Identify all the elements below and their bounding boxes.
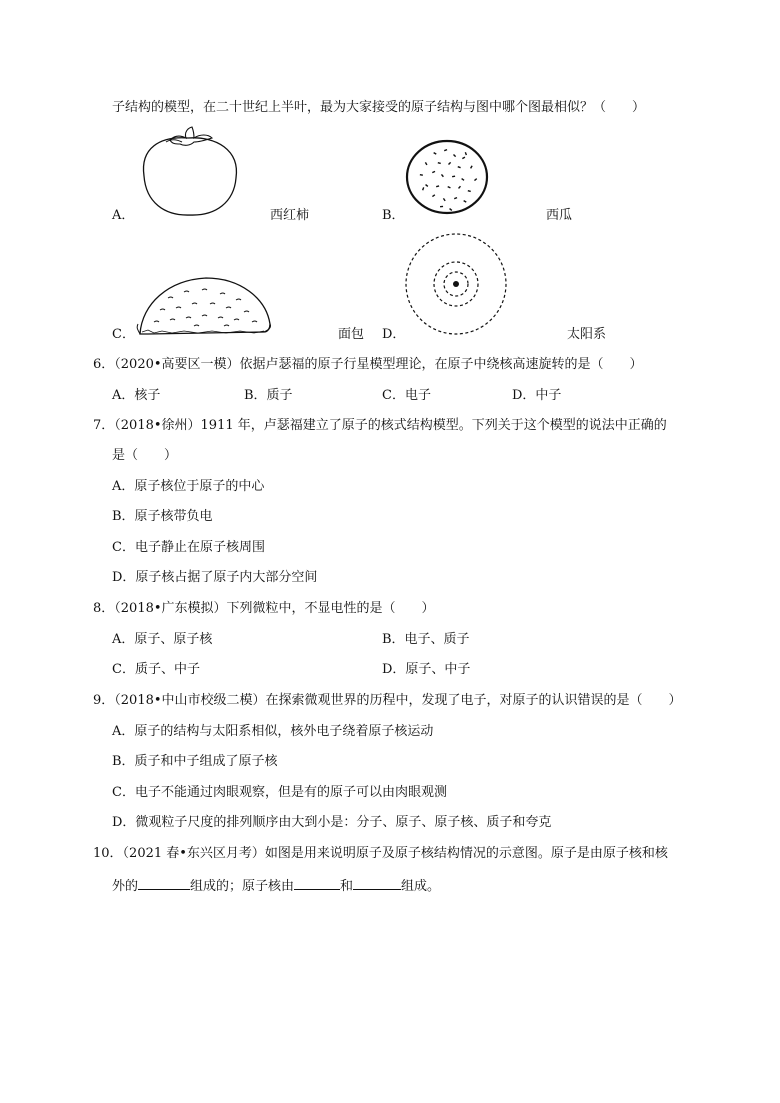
q10-text-b: 组成的；原子核由 [190,879,295,894]
q9-option-c: C．电子不能通过肉眼观察，但是有的原子可以由肉眼观测 [112,785,447,800]
q6-option-c: C．电子 [382,388,431,403]
option-a-letter: A． [112,208,135,223]
q8-option-d: D．原子、中子 [382,662,471,677]
answer-blank-3[interactable] [353,877,401,890]
q8-stem: 8．（2018•广东模拟）下列微粒中，不显电性的是（ ） [93,601,435,616]
option-b-letter: B． [382,208,405,223]
q7-option-b: B．原子核带负电 [112,509,213,524]
answer-blank-1[interactable] [138,877,190,890]
q10-stem-line1: 10．（2021 春•东兴区月考）如图是用来说明原子及原子核结构情况的示意图。原子是由原子核和核 [93,846,668,861]
q10-stem-line2 [112,877,440,895]
q8-option-a: A．原子、原子核 [112,632,213,647]
q7-option-a: A．原子核位于原子的中心 [112,479,265,494]
answer-blank-2[interactable] [294,877,340,890]
q7-option-d: D．原子核占据了原子内大部分空间 [112,570,318,585]
bread-icon [128,274,278,338]
q10-text-a: 外的 [112,879,139,894]
q8-option-c: C．质子、中子 [112,662,200,677]
q7-stem-line1: 7．（2018•徐州）1911 年，卢瑟福建立了原子的核式结构模型。下列关于这个模型的说法中正确的 [93,418,667,433]
q6-option-b: B．质子 [244,388,293,403]
q9-option-b: B．质子和中子组成了原子核 [112,754,278,769]
q8-option-b: B．电子、质子 [382,632,470,647]
option-c-caption: 面包 [338,327,365,342]
q9-option-d: D．微观粒子尺度的排列顺序由大到小是：分子、原子、原子核、质子和夸克 [112,815,552,830]
q10-text-c: 和 [340,879,354,894]
q10-text-d: 组成。 [401,879,441,894]
q6-option-d: D．中子 [512,388,562,403]
q9-stem: 9．（2018•中山市校级二模）在探索微观世界的历程中，发现了电子，对原子的认识错误的是（ ） [93,693,682,708]
option-b-caption: 西瓜 [546,208,573,223]
q9-option-a: A．原子的结构与太阳系相似，核外电子绕着原子核运动 [112,724,434,739]
q5-stem: 子结构的模型，在二十世纪上半叶，最为大家接受的原子结构与图中哪个图最相似？（ ） [112,100,646,115]
q6-option-a: A．核子 [112,388,161,403]
option-a-caption: 西红柿 [270,208,310,223]
q7-stem-line2: 是（ ） [112,448,178,463]
watermelon-icon [404,138,490,216]
solar-system-icon [404,232,508,336]
option-d-letter: D． [382,327,406,342]
tomato-icon [136,126,246,218]
q7-option-c: C．电子静止在原子核周围 [112,540,265,555]
option-d-caption: 太阳系 [567,327,607,342]
q6-stem: 6．（2020•高要区一模）依据卢瑟福的原子行星模型理论，在原子中绕核高速旋转的是（ ） [93,357,643,372]
option-c-letter: C． [112,327,135,342]
